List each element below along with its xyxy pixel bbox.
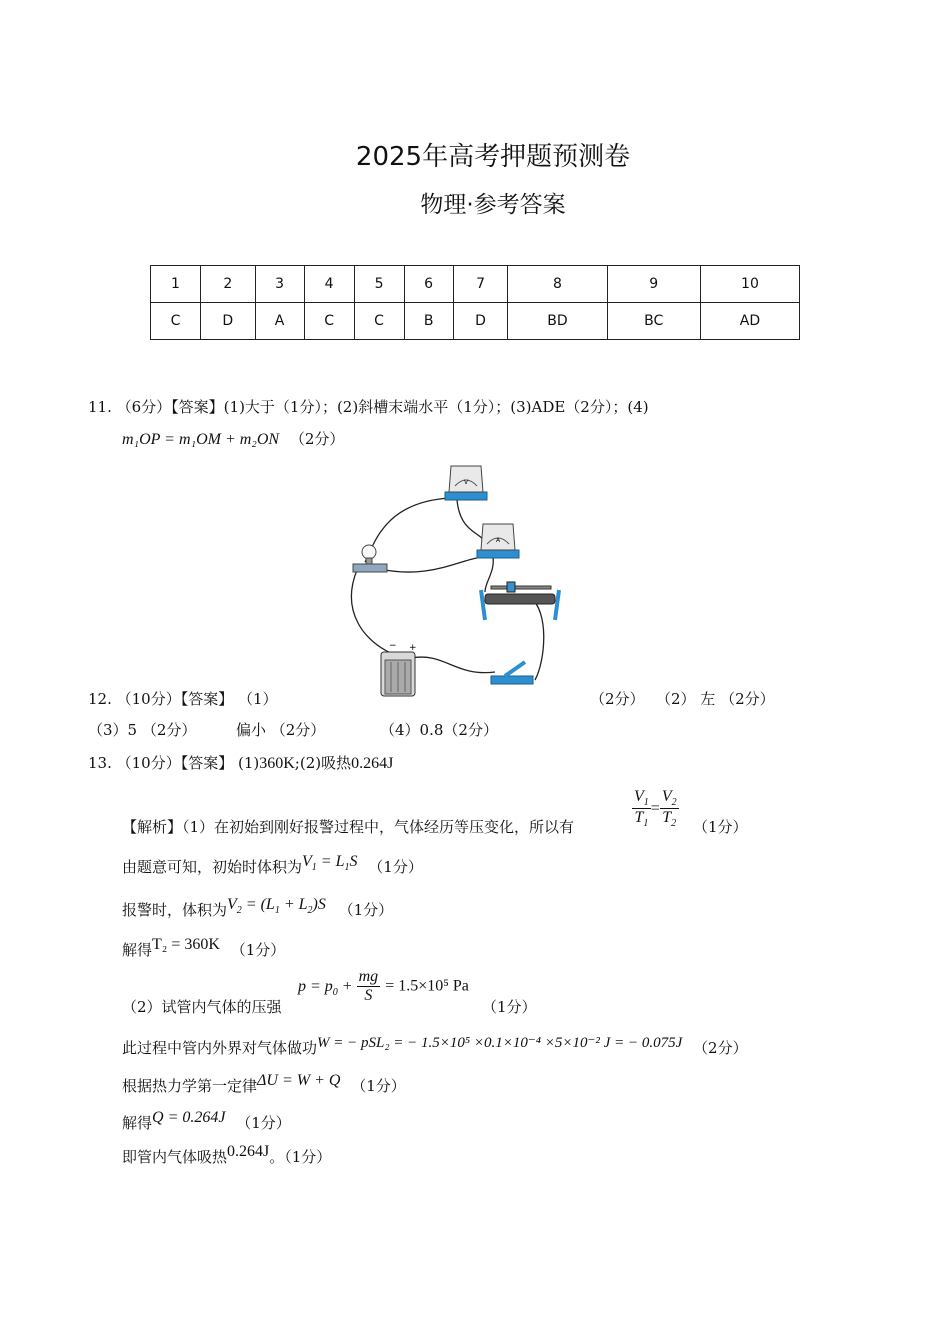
q13-score1: （1分）	[693, 818, 748, 836]
ammeter-icon	[477, 524, 519, 558]
table-cell-answer: AD	[700, 303, 799, 340]
q12-line2-a: （3）5 （2分）	[88, 721, 197, 739]
q12-score1: （2分）	[590, 690, 645, 708]
q13-line6	[122, 1037, 748, 1058]
ammeter-label: A	[496, 537, 501, 544]
q13-v1-formula: $V_1 = L_1S$	[302, 853, 358, 874]
table-cell-number: 3	[255, 266, 304, 303]
q13-work-formula: W = − pSL₂ = − 1.5×10⁵ ×0.1×10⁻⁴ ×5×10⁻² J = − 0.075J	[317, 1035, 683, 1051]
battery-icon	[381, 641, 417, 696]
table-row-numbers	[151, 266, 800, 303]
q13-first-law-formula: ΔU = W + Q	[257, 1072, 341, 1089]
table-cell-number: 6	[404, 266, 453, 303]
q12-line2-c: （4）0.8（2分）	[380, 721, 498, 739]
q13-score5: （1分）	[482, 998, 537, 1016]
q13-line6-text: 此过程中管内外界对气体做功	[122, 1039, 318, 1057]
q13-score4: （1分）	[230, 941, 286, 959]
table-cell-answer: C	[354, 303, 404, 340]
table-cell-number: 9	[607, 266, 700, 303]
q13-t2-formula: T₂ = 360K	[152, 936, 220, 953]
q12-prefix: 12. （10分）【答案】 （1）	[88, 690, 278, 708]
q13-pressure-result: = 1.5×10⁵ Pa	[385, 977, 469, 995]
table-cell-number: 5	[354, 266, 404, 303]
table-cell-answer: BC	[607, 303, 700, 340]
q13-line3-text: 报警时，体积为	[122, 901, 228, 919]
q13-line8	[122, 1109, 291, 1133]
table-cell-answer: A	[255, 303, 304, 340]
q13-q-formula: Q = 0.264J	[152, 1109, 226, 1126]
q11-formula-line	[122, 428, 344, 449]
table-cell-answer: C	[304, 303, 354, 340]
q13-line8-text: 解得	[122, 1114, 153, 1132]
q13-line9-end: 。（1分）	[269, 1148, 332, 1166]
q13-line3	[122, 896, 394, 922]
q13-line9	[122, 1143, 332, 1167]
q13-score8: （1分）	[236, 1114, 291, 1132]
q11-formula: m₁OP = m₁OM + m₂ON	[122, 431, 280, 448]
q13-score2: （1分）	[368, 858, 423, 876]
q13-ans2: 0.264J	[351, 755, 394, 772]
voltmeter-label: V	[464, 479, 469, 486]
table-cell-answer: D	[453, 303, 508, 340]
light-bulb-icon	[353, 545, 387, 572]
table-cell-answer: D	[200, 303, 255, 340]
table-cell-number: 1	[151, 266, 201, 303]
answer-table	[150, 265, 800, 340]
rheostat-icon	[481, 582, 559, 620]
q13-answer-line	[88, 752, 393, 773]
q13-heat-value: 0.264J	[227, 1143, 270, 1160]
q13-line9-text: 即管内气体吸热	[122, 1148, 228, 1166]
table-cell-answer: BD	[508, 303, 607, 340]
q13-line5-text: （2）试管内气体的压强	[122, 998, 282, 1016]
table-cell-number: 8	[508, 266, 607, 303]
page-title: 2025年高考押题预测卷	[355, 142, 631, 172]
table-cell-number: 2	[200, 266, 255, 303]
table-cell-answer: B	[404, 303, 453, 340]
q13-score7: （1分）	[351, 1077, 406, 1095]
q13-ans1: 360K	[259, 755, 295, 772]
table-cell-number: 7	[453, 266, 508, 303]
q11-line	[88, 396, 649, 417]
q13-score6: （2分）	[693, 1039, 748, 1057]
q13-line2	[122, 853, 423, 879]
q13-line4	[122, 936, 286, 960]
table-cell-answer: C	[151, 303, 201, 340]
table-row-answers	[151, 303, 800, 340]
q12-line2-b: 偏小 （2分）	[236, 721, 326, 739]
q13-line4-text: 解得	[122, 941, 153, 959]
q13-mid: ;(2)吸热	[294, 754, 352, 772]
battery-negative-label: −	[389, 641, 397, 651]
q13-line2-text: 由题意可知，初始时体积为	[122, 858, 303, 876]
q13-formula-charles: $\frac{V_1}{T_1}$ = $\frac{V_2}{T_2}$	[634, 788, 677, 830]
q13-prefix: 13. （10分）【答案】 (1)	[88, 754, 260, 772]
q12-part2: （2） 左 （2分）	[656, 690, 775, 708]
table-cell-number: 10	[700, 266, 799, 303]
q13-line7-text: 根据热力学第一定律	[122, 1077, 258, 1095]
voltmeter-icon	[445, 466, 487, 500]
q11-score: （2分）	[289, 430, 345, 448]
q13-pressure-formula: $p = p_0$ + $\frac{mg}{S}$ = 1.5×10⁵ Pa	[298, 968, 469, 1004]
q11-text: 11. （6分）【答案】(1)大于（1分）；(2)斜槽末端水平（1分）；(3)ADE（2分）；(4)	[88, 398, 649, 416]
page-subtitle: 物理·参考答案	[420, 192, 566, 218]
circuit-diagram	[345, 462, 585, 698]
q13-analysis-text: 【解析】（1）在初始到刚好报警过程中，气体经历等压变化，所以有	[122, 818, 575, 836]
q13-line7	[122, 1072, 406, 1096]
table-cell-number: 4	[304, 266, 354, 303]
battery-positive-label: +	[409, 643, 417, 653]
switch-icon	[491, 662, 533, 684]
q13-v2-formula: $V_2 = (L_1 + L_2)S$	[227, 896, 326, 917]
q13-score3: （1分）	[338, 901, 394, 919]
